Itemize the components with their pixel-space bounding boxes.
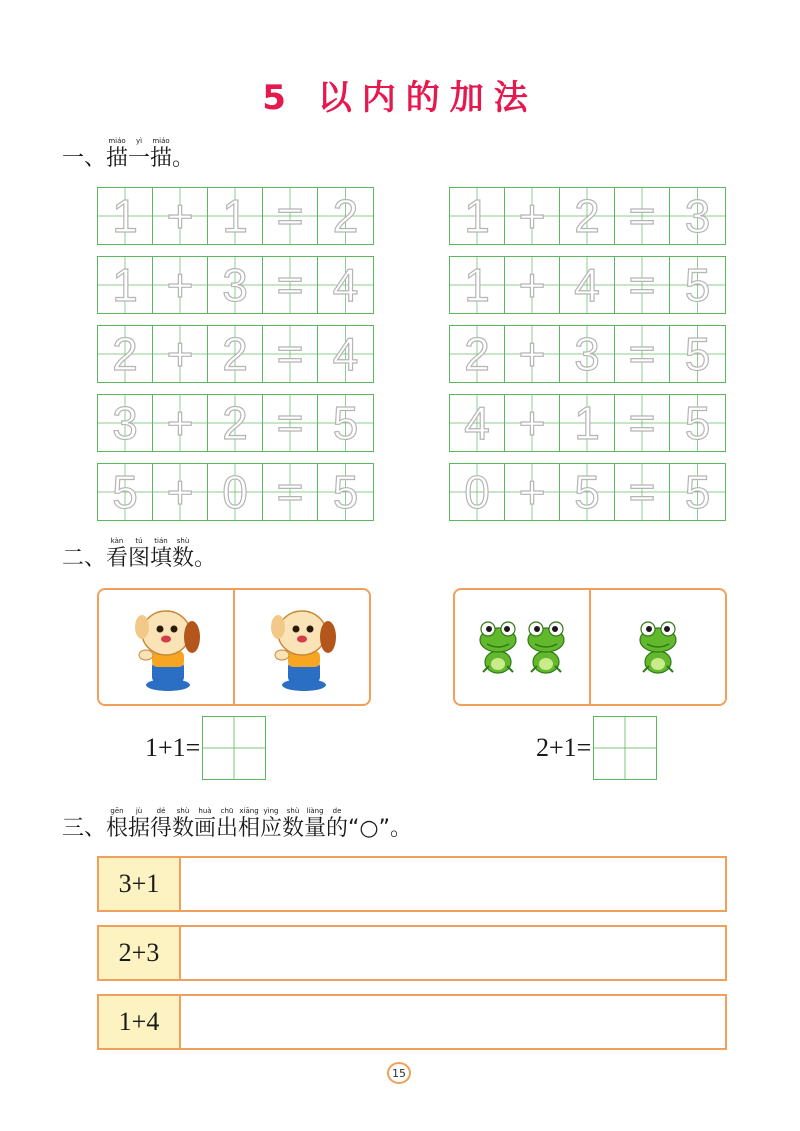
tracing-cell[interactable] <box>208 326 263 382</box>
tracing-cell[interactable] <box>670 464 725 520</box>
frog-illustration <box>477 618 519 676</box>
trace-glyph: 1 <box>464 190 490 242</box>
puppy-illustration <box>262 601 342 693</box>
section1-heading <box>62 136 194 172</box>
tracing-cell[interactable] <box>318 464 373 520</box>
trace-glyph: = <box>276 397 304 449</box>
hanzi-label: 一 <box>128 146 151 171</box>
pinyin-label: gēn <box>110 807 124 815</box>
trace-glyph: = <box>628 190 656 242</box>
section3-ruby <box>106 806 348 842</box>
pinyin-char <box>260 806 282 842</box>
section2-end: 。 <box>194 546 217 571</box>
hanzi-label: 数 <box>172 816 195 841</box>
tracing-cell[interactable] <box>560 326 615 382</box>
trace-glyph: 5 <box>684 328 711 380</box>
section1-ruby <box>106 136 172 172</box>
hanzi-label: 出 <box>216 816 239 841</box>
pinyin-label: huà <box>198 807 212 815</box>
pinyin-char <box>216 806 238 842</box>
hanzi-label: 的 <box>326 816 349 841</box>
trace-glyph: 3 <box>684 190 711 242</box>
drawing-area[interactable] <box>181 927 725 979</box>
trace-glyph: 1 <box>222 190 248 242</box>
section3-heading <box>62 806 412 842</box>
tracing-cell[interactable] <box>153 464 208 520</box>
trace-glyph: = <box>628 259 656 311</box>
pinyin-label: tián <box>154 537 168 545</box>
tracing-cell[interactable] <box>263 257 318 313</box>
tracing-row <box>97 394 374 452</box>
trace-glyph: = <box>276 328 304 380</box>
pinyin-label: yìng <box>263 807 279 815</box>
trace-glyph: + <box>166 259 194 311</box>
trace-glyph: 4 <box>332 259 359 311</box>
frog-picture-box <box>453 588 727 706</box>
tracing-cell[interactable] <box>153 395 208 451</box>
tracing-cell[interactable] <box>153 326 208 382</box>
drawing-row-label: 1+4 <box>99 996 181 1048</box>
hanzi-label: 画 <box>194 816 217 841</box>
pinyin-char <box>106 536 128 572</box>
pinyin-label: de <box>332 807 342 815</box>
tracing-cell[interactable] <box>505 464 560 520</box>
pinyin-char <box>194 806 216 842</box>
tracing-cell[interactable] <box>615 326 670 382</box>
trace-glyph: 5 <box>332 397 359 449</box>
answer-box-right[interactable] <box>593 716 657 780</box>
tracing-cell[interactable] <box>153 257 208 313</box>
tracing-cell[interactable] <box>450 326 505 382</box>
trace-glyph: 5 <box>684 466 711 518</box>
frog-illustration <box>525 618 567 676</box>
tracing-cell[interactable] <box>450 188 505 244</box>
tracing-cell[interactable] <box>670 188 725 244</box>
tracing-row <box>449 463 726 521</box>
section2-number: 二、 <box>62 546 107 571</box>
frog-group-left <box>455 590 589 704</box>
frog-group-right <box>589 590 725 704</box>
puppy-group-left <box>99 590 233 704</box>
trace-glyph: = <box>276 259 304 311</box>
tracing-cell[interactable] <box>450 395 505 451</box>
answer-box-left[interactable] <box>202 716 266 780</box>
trace-glyph: 3 <box>574 328 600 380</box>
hanzi-label: 数 <box>172 546 195 571</box>
puppy-illustration <box>126 601 206 693</box>
puppy-picture-box <box>97 588 371 706</box>
trace-glyph: 2 <box>332 190 359 242</box>
tracing-cell[interactable] <box>318 257 373 313</box>
trace-glyph: 1 <box>112 259 138 311</box>
tracing-cell[interactable] <box>670 326 725 382</box>
pinyin-label: xiāng <box>239 807 259 815</box>
trace-glyph: 2 <box>222 328 248 380</box>
trace-glyph: 4 <box>332 328 359 380</box>
drawing-area[interactable] <box>181 996 725 1048</box>
hanzi-label: 应 <box>260 816 283 841</box>
hanzi-label: 描 <box>106 146 129 171</box>
trace-glyph: + <box>518 328 546 380</box>
tracing-cell[interactable] <box>450 464 505 520</box>
tracing-cell[interactable] <box>153 188 208 244</box>
drawing-area[interactable] <box>181 858 725 910</box>
pinyin-label: shù <box>286 807 300 815</box>
equation-right-text: 2+1= <box>536 733 592 762</box>
pinyin-char <box>172 806 194 842</box>
pinyin-label: shù <box>176 537 190 545</box>
pinyin-char <box>172 536 194 572</box>
section1-end: 。 <box>172 146 195 171</box>
trace-glyph: + <box>518 397 546 449</box>
drawing-row <box>97 856 727 912</box>
tracing-row <box>97 256 374 314</box>
trace-glyph: 5 <box>684 259 711 311</box>
pinyin-char <box>106 136 128 172</box>
tracing-cell[interactable] <box>505 395 560 451</box>
pinyin-label: liàng <box>306 807 324 815</box>
pinyin-char <box>326 806 348 842</box>
section2-heading <box>62 536 216 572</box>
hanzi-label: 图 <box>128 546 151 571</box>
trace-glyph: 1 <box>574 397 600 449</box>
trace-glyph: + <box>166 190 194 242</box>
pinyin-char <box>282 806 304 842</box>
trace-glyph: + <box>518 190 546 242</box>
trace-glyph: 3 <box>112 397 138 449</box>
pinyin-char <box>128 806 150 842</box>
trace-glyph: 2 <box>222 397 248 449</box>
hanzi-label: 得 <box>150 816 173 841</box>
section2-ruby <box>106 536 194 572</box>
hanzi-label: 数 <box>282 816 305 841</box>
hanzi-label: 量 <box>304 816 327 841</box>
trace-glyph: = <box>276 466 304 518</box>
trace-glyph: + <box>166 466 194 518</box>
tracing-row <box>449 187 726 245</box>
tracing-cell[interactable] <box>615 257 670 313</box>
pinyin-label: yì <box>135 137 143 145</box>
trace-glyph: 2 <box>574 190 600 242</box>
tracing-cell[interactable] <box>560 257 615 313</box>
hanzi-label: 根 <box>106 816 129 841</box>
tracing-cell[interactable] <box>615 188 670 244</box>
tracing-cell[interactable] <box>263 464 318 520</box>
trace-glyph: 5 <box>332 466 359 518</box>
pinyin-char <box>150 136 172 172</box>
trace-glyph: + <box>518 466 546 518</box>
pinyin-label: shù <box>176 807 190 815</box>
tracing-cell[interactable] <box>505 257 560 313</box>
section3-end: “○”。 <box>348 816 413 841</box>
tracing-cell[interactable] <box>560 188 615 244</box>
pinyin-char <box>304 806 326 842</box>
tracing-cell[interactable] <box>208 464 263 520</box>
equation-left-text: 1+1= <box>145 733 201 762</box>
tracing-row <box>449 256 726 314</box>
trace-glyph: 2 <box>112 328 138 380</box>
trace-glyph: 3 <box>222 259 248 311</box>
trace-glyph: + <box>518 259 546 311</box>
trace-glyph: 0 <box>464 466 490 518</box>
trace-glyph: 4 <box>464 397 490 449</box>
pinyin-label: dé <box>156 807 166 815</box>
pinyin-label: tú <box>135 537 143 545</box>
tracing-cell[interactable] <box>318 326 373 382</box>
puppy-group-right <box>233 590 369 704</box>
hanzi-label: 相 <box>238 816 261 841</box>
tracing-cell[interactable] <box>98 188 153 244</box>
drawing-row <box>97 925 727 981</box>
drawing-row-label: 2+3 <box>99 927 181 979</box>
tracing-cell[interactable] <box>505 188 560 244</box>
drawing-row <box>97 994 727 1050</box>
tracing-cell[interactable] <box>263 188 318 244</box>
trace-glyph: + <box>166 397 194 449</box>
tracing-cell[interactable] <box>615 395 670 451</box>
tracing-cell[interactable] <box>263 395 318 451</box>
pinyin-char <box>128 536 150 572</box>
tracing-row <box>449 325 726 383</box>
pinyin-char <box>128 136 150 172</box>
equation-right <box>536 716 657 780</box>
page-title: 5 以内的加法 <box>262 78 538 118</box>
trace-glyph: = <box>628 397 656 449</box>
tracing-row <box>97 325 374 383</box>
tracing-cell[interactable] <box>615 464 670 520</box>
trace-glyph: 5 <box>684 397 711 449</box>
tracing-cell[interactable] <box>318 395 373 451</box>
tracing-row <box>97 463 374 521</box>
trace-glyph: = <box>276 190 304 242</box>
trace-glyph: 1 <box>464 259 490 311</box>
tracing-row <box>449 394 726 452</box>
tracing-cell[interactable] <box>98 464 153 520</box>
trace-glyph: 2 <box>464 328 490 380</box>
tracing-cell[interactable] <box>450 257 505 313</box>
hanzi-label: 描 <box>150 146 173 171</box>
pinyin-label: miáo <box>152 137 170 145</box>
pinyin-label: kàn <box>110 537 124 545</box>
tracing-cell[interactable] <box>318 188 373 244</box>
tracing-row <box>97 187 374 245</box>
trace-glyph: 4 <box>574 259 600 311</box>
pinyin-label: chū <box>220 807 234 815</box>
tracing-cell[interactable] <box>505 326 560 382</box>
tracing-cell[interactable] <box>208 257 263 313</box>
pinyin-label: miáo <box>108 137 126 145</box>
trace-glyph: 1 <box>112 190 138 242</box>
pinyin-char <box>150 536 172 572</box>
trace-glyph: 0 <box>222 466 248 518</box>
tracing-cell[interactable] <box>98 326 153 382</box>
equation-left <box>145 716 266 780</box>
tracing-cell[interactable] <box>670 395 725 451</box>
tracing-cell[interactable] <box>98 257 153 313</box>
tracing-cell[interactable] <box>208 395 263 451</box>
trace-glyph: 5 <box>574 466 600 518</box>
tracing-cell[interactable] <box>208 188 263 244</box>
hanzi-label: 看 <box>106 546 129 571</box>
tracing-cell[interactable] <box>560 464 615 520</box>
pinyin-char <box>106 806 128 842</box>
pinyin-label: jù <box>135 807 143 815</box>
page-number: 15 <box>387 1062 411 1084</box>
hanzi-label: 据 <box>128 816 151 841</box>
hanzi-label: 填 <box>150 546 173 571</box>
tracing-cell[interactable] <box>98 395 153 451</box>
drawing-row-label: 3+1 <box>99 858 181 910</box>
frog-illustration <box>637 618 679 676</box>
section3-number: 三、 <box>62 816 107 841</box>
section1-number: 一、 <box>62 146 107 171</box>
trace-glyph: = <box>628 328 656 380</box>
tracing-cell[interactable] <box>560 395 615 451</box>
tracing-cell[interactable] <box>670 257 725 313</box>
pinyin-char <box>150 806 172 842</box>
trace-glyph: = <box>628 466 656 518</box>
trace-glyph: + <box>166 328 194 380</box>
trace-glyph: 5 <box>112 466 138 518</box>
tracing-cell[interactable] <box>263 326 318 382</box>
pinyin-char <box>238 806 260 842</box>
